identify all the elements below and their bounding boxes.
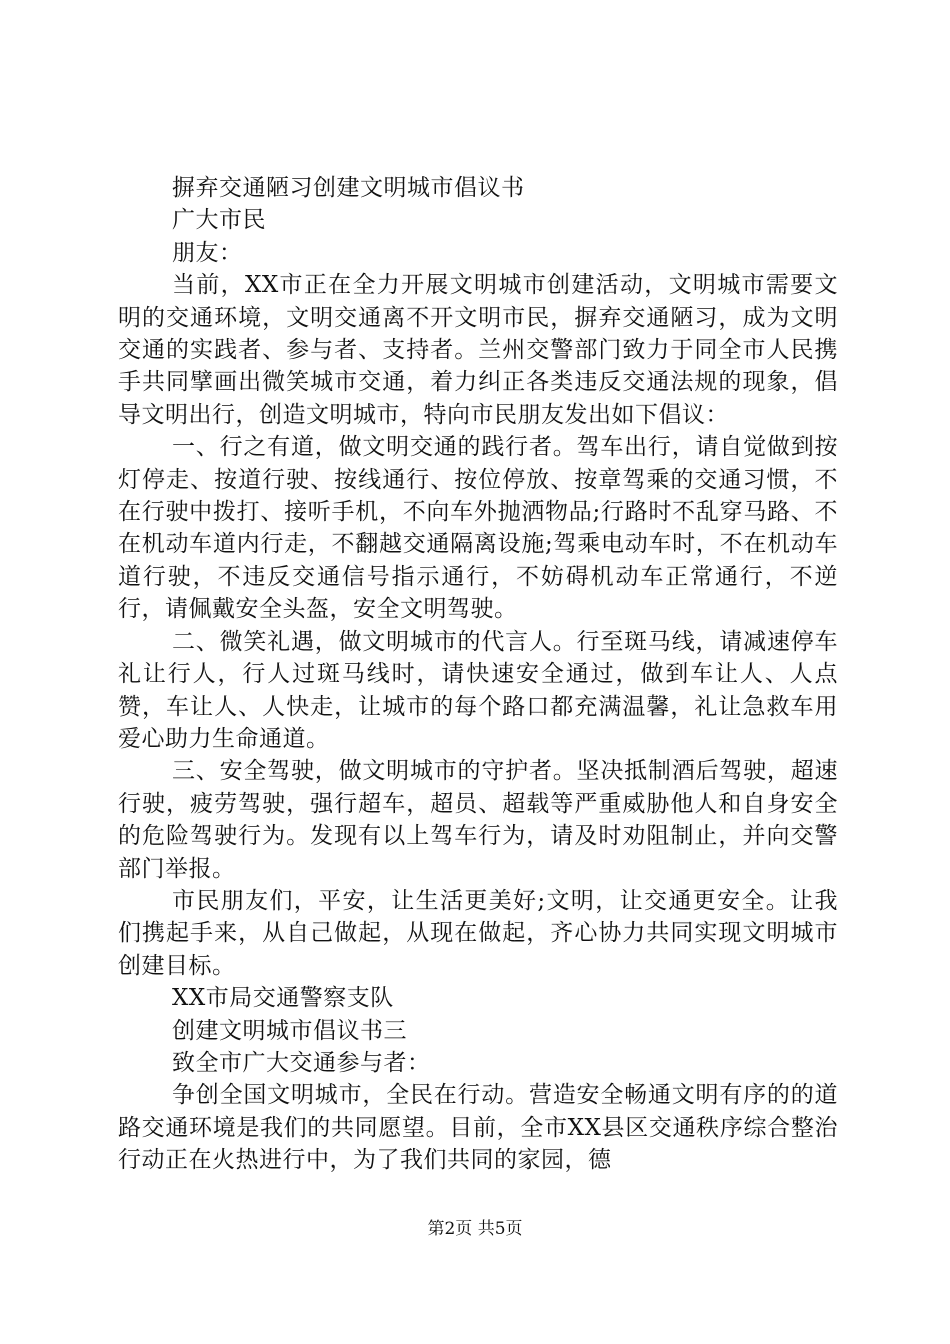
- salutation-line-1: 广大市民: [172, 207, 266, 234]
- paragraph-second-intro: 争创全国文明城市，全民在行动。营造安全畅通文明有序的的道路交通环境是我们的共同愿望。目前，全市XX县区交通秩序综合整治行动正在火热进行中，为了我们共同的家园，德: [118, 1082, 838, 1174]
- second-title: 创建文明城市倡议书三: [172, 1017, 407, 1044]
- document-title: 摒弃交通陋习创建文明城市倡议书: [172, 175, 525, 201]
- paragraph-item-2: 二、微笑礼遇，做文明城市的代言人。行至斑马线，请减速停车礼让行人，行人过斑马线时，请快速安全通过，做到车让人、人点赞，车让人、人快走，让城市的每个路口都充满温馨，礼让急救车用爱心助力生命通道。: [118, 628, 838, 752]
- salutation-line-2: 朋友：: [172, 239, 243, 266]
- paragraph-closing: 市民朋友们，平安，让生活更美好;文明，让交通更安全。让我们携起手来，从自己做起，从现在做起，齐心协力共同实现文明城市创建目标。: [118, 887, 838, 979]
- paragraph-item-1: 一、行之有道，做文明交通的践行者。驾车出行，请自觉做到按灯停走、按道行驶、按线通行、按位停放、按章驾乘的交通习惯，不在行驶中拨打、接听手机，不向车外抛洒物品;行路时不乱穿马路、不在机动车道内行走，不翻越交通隔离设施;驾乘电动车时，不在机动车道行驶，不违反交通信号指示通行，不妨碍机动车正常通行，不逆行，请佩戴安全头盔，安全文明驾驶。: [118, 434, 838, 623]
- document-body: [118, 172, 838, 1177]
- paragraph-intro: 当前，XX市正在全力开展文明城市创建活动，文明城市需要文明的交通环境，文明交通离不开文明市民，摒弃交通陋习，成为文明交通的实践者、参与者、支持者。兰州交警部门致力于同全市人民携手共同擘画出微笑城市交通，着力纠正各类违反交通法规的现象，倡导文明出行，创造文明城市，特向市民朋友发出如下倡议：: [118, 272, 838, 428]
- page-number: 第2页 共5页: [427, 1219, 523, 1239]
- salutation-line-3: 致全市广大交通参与者：: [172, 1049, 431, 1076]
- signature: XX市局交通警察支队: [172, 985, 394, 1012]
- paragraph-item-3: 三、安全驾驶，做文明城市的守护者。坚决抵制酒后驾驶，超速行驶，疲劳驾驶，强行超车，超员、超载等严重威胁他人和自身安全的危险驾驶行为。发现有以上驾车行为，请及时劝阻制止，并向交警部门举报。: [118, 758, 838, 882]
